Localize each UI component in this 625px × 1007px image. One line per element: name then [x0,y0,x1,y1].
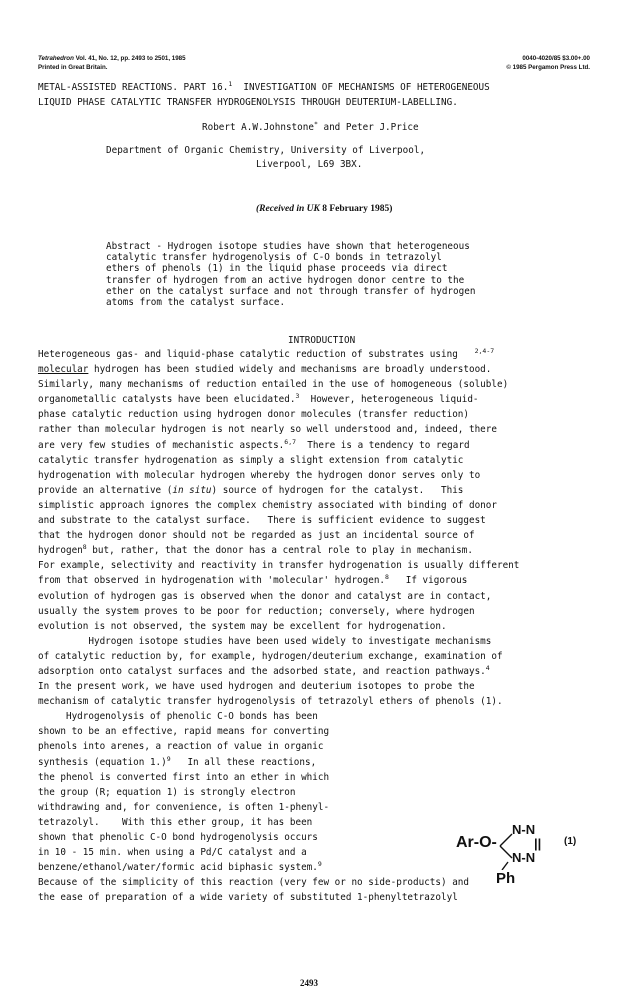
abstract-line: Abstract - Hydrogen isotope studies have shown that heterogeneous [106,241,470,252]
reference-mark: 3 [295,392,300,401]
body-line: provide an alternative ( [38,484,173,496]
compound-label: (1) [564,836,577,847]
body-line: phenols into arenes, a reaction of value in organic [38,741,324,753]
structure-aryl-oxy: Ar-O- [456,834,497,851]
title-line-2: LIQUID PHASE CATALYTIC TRANSFER HYDROGENOLYSIS THROUGH DEUTERIUM-LABELLING. [38,97,458,108]
received-date [256,204,392,214]
body-line: Hydrogen isotope studies have been used widely to investigate mechanisms [38,635,492,647]
body-line: from that observed in hydrogenation with 'molecular' hydrogen. [38,575,386,587]
title-line-1a: METAL-ASSISTED REACTIONS. PART 16. [38,82,229,93]
received-prefix: (Received in UK [256,204,320,214]
structure-bonds [496,828,516,870]
body-line: the phenol is converted first into an ether in which [38,771,330,783]
copyright: © 1985 Pergamon Press Ltd. [506,64,590,71]
abstract [106,241,475,308]
body-line: that the hydrogen donor should not be regarded as just an incidental source of [38,530,475,542]
body-line: simplistic approach ignores the complex chemistry associated with binding of donor [38,499,497,511]
bond-lower [500,846,512,858]
body-line: Heterogeneous gas- and liquid-phase catalytic reduction of substrates using [38,349,458,360]
citation-text: Vol. 41, No. 12, pp. 2493 to 2501, 1985 [75,55,186,62]
body-line: evolution is not observed, the system may be excellent for hydrogenation. [38,620,447,632]
title-ref: 1 [228,80,233,88]
body-line: withdrawing and, for convenience, is often 1-phenyl- [38,801,330,813]
reference-mark: 8 [385,573,389,582]
structure-phenyl: Ph [496,870,516,887]
abstract-line: ethers of phenols (1) in the liquid phase proceeds via direct [106,263,448,275]
body-line: shown that phenolic C-O bond hydrogenolysis occurs [38,832,318,843]
body-line: In all these reactions, [170,756,317,768]
bond-phenyl [502,862,508,870]
body-line: phase catalytic reduction using hydrogen donor molecules (transfer reduction) [38,409,469,421]
author-2: and Peter J.Price [317,122,419,133]
reference-mark: 9 [317,860,322,869]
body-line: For example, selectivity and reactivity in transfer hydrogenation is usually different [38,560,520,572]
page-number: 2493 [300,978,318,988]
italic-phrase: in situ [172,484,212,496]
price-code: 0040-4020/85 $3.00+.00 [522,55,590,62]
bond-upper [500,834,512,846]
structure-n-top: N-N [512,822,536,837]
body-line: benzene/ethanol/water/formic acid biphasic system. [38,862,318,874]
printed-in: Printed in Great Britain. [38,64,108,71]
abstract-line: catalytic transfer hydrogenolysis of C-O bonds in tetrazolyl [106,252,442,264]
abstract-line: ether on the catalyst surface and not through transfer of hydrogen [106,285,476,297]
body-line: hydrogenation with molecular hydrogen whereby the hydrogen donor serves only to [38,469,481,481]
body-line: of catalytic reduction by, for example, hydrogen/deuterium exchange, examination of [38,650,503,662]
body-line: the ease of preparation of a wide variety of substituted 1-phenyltetrazolyl [38,892,458,904]
body-line: Hydrogenolysis of phenolic C-O bonds has been [38,711,318,723]
structure-n-bottom: N-N [512,850,536,865]
body-line: shown to be an effective, rapid means for converting [38,726,330,738]
corresponding-mark: * [313,120,318,128]
body-line: mechanism of catalytic transfer hydrogenolysis of tetrazolyl ethers of phenols (1). [38,696,503,708]
abstract-line: atoms from the catalyst surface. [106,297,286,309]
body-line: evolution of hydrogen gas is observed when the donor and catalyst are in contact, [38,590,492,602]
body-line: ) source of hydrogen for the catalyst. This [211,484,464,496]
body-line: If vigorous [388,575,468,587]
body-line: but, rather, that the donor has a central role to play in mechanism. [86,545,473,557]
body-line: Similarly, many mechanisms of reduction entailed in the use of homogeneous (soluble) [38,379,509,391]
journal-citation [38,55,186,63]
reference-mark: 4 [485,663,490,672]
body-line: organometallic catalysts have been elucidated. [38,394,296,406]
title-line-1b: INVESTIGATION OF MECHANISMS OF HETEROGENEOUS [232,82,490,93]
body-line: adsorption onto catalyst surfaces and the adsorbed state, and reaction pathways. [38,665,486,677]
body-line: usually the system proves to be poor for reduction; conversely, where hydrogen [38,605,475,617]
body-line: in 10 - 15 min. when using a Pd/C catalyst and a [38,847,307,859]
body-line: rather than molecular hydrogen is not nearly so well understood and, indeed, there [38,424,497,436]
body-line: and substrate to the catalyst surface. There is sufficient evidence to suggest [38,515,486,527]
body-line: In the present work, we have used hydrogen and deuterium isotopes to probe the [38,681,475,693]
structure-double-bond: || [534,836,542,851]
reference-mark: 6,7 [284,437,297,446]
introduction-body [38,347,519,905]
authors [202,120,419,135]
affiliation-line-2: Liverpool, L69 3BX. [256,159,363,170]
paper-title [38,80,490,110]
received-day: 8 February 1985) [319,204,393,214]
body-line: catalytic transfer hydrogenation as simply a slight extension from catalytic [38,454,464,466]
body-line: Because of the simplicity of this reaction (very few or no side-products) and [38,877,469,889]
body-line: are very few studies of mechanistic aspects. [38,439,285,451]
body-line: tetrazolyl. With this ether group, it has been [38,816,313,828]
section-heading-introduction: INTRODUCTION [288,335,356,346]
abstract-line: transfer of hydrogen from an active hydrogen donor centre to the [106,274,465,286]
body-line: There is a tendency to regard [296,439,470,451]
body-line: the group (R; equation 1) is strongly electron [38,786,296,798]
body-line: However, heterogeneous liquid- [299,394,479,406]
reference-mark: 2,4-7 [474,347,495,355]
body-line: hydrogen [38,545,83,557]
reference-mark: 8 [82,543,87,552]
author-1: Robert A.W.Johnstone [202,122,314,133]
body-line: hydrogen has been studied widely and mechanisms are broadly understood. [88,364,492,376]
underlined-word: molecular [38,364,89,376]
journal-name: Tetrahedron [38,55,74,62]
tetrazolyl-ether-structure [440,822,600,887]
reference-mark: 9 [166,754,171,763]
body-line: synthesis (equation 1.) [38,756,167,768]
affiliation-line-1: Department of Organic Chemistry, University of Liverpool, [106,145,426,156]
